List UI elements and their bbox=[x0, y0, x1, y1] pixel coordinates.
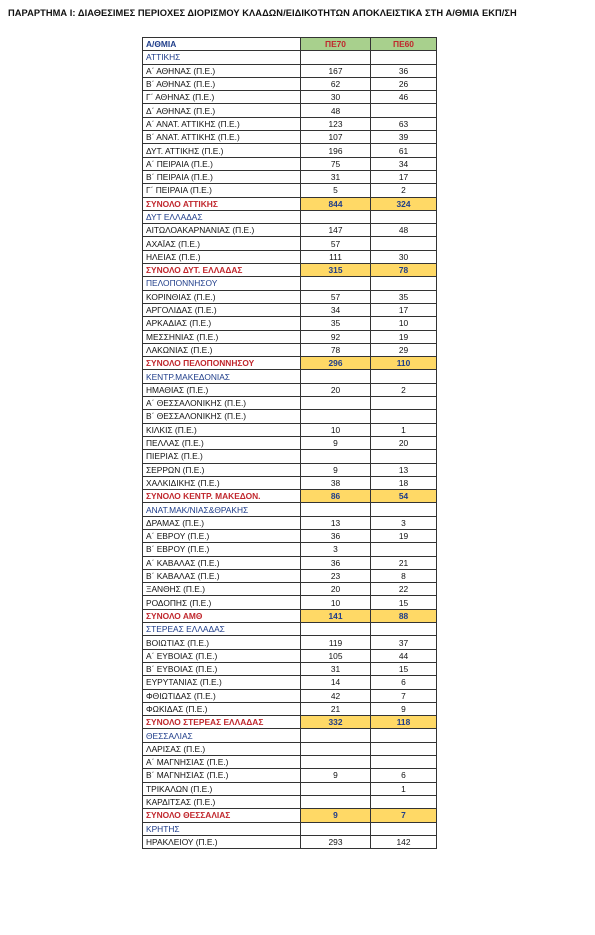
pe60-value: 3 bbox=[371, 516, 437, 529]
pe60-value: 46 bbox=[371, 91, 437, 104]
region-heading-row bbox=[143, 370, 437, 383]
pe70-value: 34 bbox=[301, 303, 371, 316]
table-row bbox=[143, 689, 437, 702]
table-row bbox=[143, 569, 437, 582]
pe70-value bbox=[301, 822, 371, 835]
row-label: ΣΕΡΡΩΝ (Π.Ε.) bbox=[143, 463, 301, 476]
row-label: ΕΥΡΥΤΑΝΙΑΣ (Π.Ε.) bbox=[143, 676, 301, 689]
table-row bbox=[143, 383, 437, 396]
table-row bbox=[143, 91, 437, 104]
vacancies-table bbox=[142, 37, 437, 849]
row-label: ΣΤΕΡΕΑΣ ΕΛΛΑΔΑΣ bbox=[143, 623, 301, 636]
pe70-value: 13 bbox=[301, 516, 371, 529]
pe70-value: 75 bbox=[301, 157, 371, 170]
table-row bbox=[143, 224, 437, 237]
row-label: ΚΡΗΤΗΣ bbox=[143, 822, 301, 835]
pe70-value: 35 bbox=[301, 317, 371, 330]
pe60-value bbox=[371, 51, 437, 64]
pe70-value bbox=[301, 397, 371, 410]
row-label: ΦΩΚΙΔΑΣ (Π.Ε.) bbox=[143, 702, 301, 715]
pe60-value: 118 bbox=[371, 716, 437, 729]
pe60-value: 6 bbox=[371, 676, 437, 689]
pe70-value: 119 bbox=[301, 636, 371, 649]
table-row bbox=[143, 742, 437, 755]
pe60-value: 30 bbox=[371, 250, 437, 263]
row-label: ΣΥΝΟΛΟ ΑΜΘ bbox=[143, 609, 301, 622]
pe70-value bbox=[301, 756, 371, 769]
pe70-value: 9 bbox=[301, 769, 371, 782]
row-label: ΠΕΛΟΠΟΝΝΗΣΟΥ bbox=[143, 277, 301, 290]
table-row bbox=[143, 436, 437, 449]
row-label: ΗΡΑΚΛΕΙΟΥ (Π.Ε.) bbox=[143, 835, 301, 848]
pe60-value: 36 bbox=[371, 64, 437, 77]
row-label: Α΄ ΑΝΑΤ. ΑΤΤΙΚΗΣ (Π.Ε.) bbox=[143, 117, 301, 130]
row-label: ΜΕΣΣΗΝΙΑΣ (Π.Ε.) bbox=[143, 330, 301, 343]
pe70-value: 62 bbox=[301, 77, 371, 90]
row-label: ΤΡΙΚΑΛΩΝ (Π.Ε.) bbox=[143, 782, 301, 795]
row-label: ΒΟΙΩΤΙΑΣ (Π.Ε.) bbox=[143, 636, 301, 649]
row-label: Β΄ ΑΝΑΤ. ΑΤΤΙΚΗΣ (Π.Ε.) bbox=[143, 131, 301, 144]
pe70-value: 293 bbox=[301, 835, 371, 848]
pe60-value: 17 bbox=[371, 170, 437, 183]
row-label: Α΄ ΚΑΒΑΛΑΣ (Π.Ε.) bbox=[143, 556, 301, 569]
table-row bbox=[143, 250, 437, 263]
total-row bbox=[143, 357, 437, 370]
pe60-value: 61 bbox=[371, 144, 437, 157]
table-row bbox=[143, 676, 437, 689]
pe70-value: 844 bbox=[301, 197, 371, 210]
row-label: ΧΑΛΚΙΔΙΚΗΣ (Π.Ε.) bbox=[143, 476, 301, 489]
row-label: Α΄ ΕΒΡΟΥ (Π.Ε.) bbox=[143, 529, 301, 542]
pe60-value bbox=[371, 742, 437, 755]
pe70-value: 21 bbox=[301, 702, 371, 715]
pe70-value: 10 bbox=[301, 596, 371, 609]
pe60-value bbox=[371, 795, 437, 808]
pe70-value bbox=[301, 623, 371, 636]
pe70-value: 5 bbox=[301, 184, 371, 197]
pe60-value bbox=[371, 397, 437, 410]
row-label: ΑΝΑΤ.ΜΑΚ/ΝΙΑΣ&ΘΡΑΚΗΣ bbox=[143, 503, 301, 516]
row-label: ΠΙΕΡΙΑΣ (Π.Ε.) bbox=[143, 450, 301, 463]
region-heading-row bbox=[143, 210, 437, 223]
table-row bbox=[143, 343, 437, 356]
pe70-value bbox=[301, 51, 371, 64]
pe70-value: 332 bbox=[301, 716, 371, 729]
region-heading-row bbox=[143, 277, 437, 290]
row-label: ΑΡΓΟΛΙΔΑΣ (Π.Ε.) bbox=[143, 303, 301, 316]
pe70-value: 36 bbox=[301, 529, 371, 542]
row-label: ΣΥΝΟΛΟ ΑΤΤΙΚΗΣ bbox=[143, 197, 301, 210]
pe60-value: 2 bbox=[371, 383, 437, 396]
header-cell-level: Α/ΘΜΙΑ bbox=[143, 38, 301, 51]
pe60-value: 6 bbox=[371, 769, 437, 782]
header-cell-pe60: ΠΕ60 bbox=[371, 38, 437, 51]
total-row bbox=[143, 264, 437, 277]
row-label: Β΄ ΕΥΒΟΙΑΣ (Π.Ε.) bbox=[143, 662, 301, 675]
total-row bbox=[143, 609, 437, 622]
pe60-value bbox=[371, 370, 437, 383]
region-heading-row bbox=[143, 623, 437, 636]
table-row bbox=[143, 237, 437, 250]
row-label: Β΄ ΑΘΗΝΑΣ (Π.Ε.) bbox=[143, 77, 301, 90]
table-row bbox=[143, 556, 437, 569]
pe70-value: 20 bbox=[301, 583, 371, 596]
table-row bbox=[143, 77, 437, 90]
pe70-value: 31 bbox=[301, 662, 371, 675]
pe70-value bbox=[301, 742, 371, 755]
pe70-value: 78 bbox=[301, 343, 371, 356]
table-row bbox=[143, 583, 437, 596]
pe60-value: 26 bbox=[371, 77, 437, 90]
region-heading-row bbox=[143, 729, 437, 742]
row-label: ΔΥΤ ΕΛΛΑΔΑΣ bbox=[143, 210, 301, 223]
table-row bbox=[143, 835, 437, 848]
region-heading-row bbox=[143, 51, 437, 64]
region-heading-row bbox=[143, 503, 437, 516]
pe70-value: 3 bbox=[301, 543, 371, 556]
total-row bbox=[143, 809, 437, 822]
row-label: ΣΥΝΟΛΟ ΣΤΕΡΕΑΣ ΕΛΛΑΔΑΣ bbox=[143, 716, 301, 729]
pe60-value bbox=[371, 756, 437, 769]
row-label: Α΄ ΘΕΣΣΑΛΟΝΙΚΗΣ (Π.Ε.) bbox=[143, 397, 301, 410]
pe60-value: 7 bbox=[371, 809, 437, 822]
row-label: ΚΙΛΚΙΣ (Π.Ε.) bbox=[143, 423, 301, 436]
pe70-value bbox=[301, 210, 371, 223]
pe70-value: 10 bbox=[301, 423, 371, 436]
pe60-value: 1 bbox=[371, 782, 437, 795]
pe60-value: 17 bbox=[371, 303, 437, 316]
pe70-value: 105 bbox=[301, 649, 371, 662]
table-row bbox=[143, 410, 437, 423]
pe70-value: 31 bbox=[301, 170, 371, 183]
pe60-value: 13 bbox=[371, 463, 437, 476]
row-label: ΚΕΝΤΡ.ΜΑΚΕΔΟΝΙΑΣ bbox=[143, 370, 301, 383]
table-row bbox=[143, 104, 437, 117]
pe70-value: 48 bbox=[301, 104, 371, 117]
pe70-value bbox=[301, 410, 371, 423]
row-label: Β΄ ΘΕΣΣΑΛΟΝΙΚΗΣ (Π.Ε.) bbox=[143, 410, 301, 423]
page-title: ΠΑΡΑΡΤΗΜΑ Ι: ΔΙΑΘΕΣΙΜΕΣ ΠΕΡΙΟΧΕΣ ΔΙΟΡΙΣΜΟΥ ΚΛΑΔΩΝ/ΕΙΔΙΚΟΤΗΤΩΝ ΑΠΟΚΛΕΙΣΤΙΚΑ ΣΤΗ Α/ΘΜΙΑ ΕΚΠ/ΣΗ bbox=[8, 8, 517, 18]
row-label: ΔΥΤ. ΑΤΤΙΚΗΣ (Π.Ε.) bbox=[143, 144, 301, 157]
row-label: ΣΥΝΟΛΟ ΠΕΛΟΠΟΝΝΗΣΟΥ bbox=[143, 357, 301, 370]
pe60-value bbox=[371, 623, 437, 636]
pe60-value: 19 bbox=[371, 529, 437, 542]
region-heading-row bbox=[143, 822, 437, 835]
row-label: Β΄ ΠΕΙΡΑΙΑ (Π.Ε.) bbox=[143, 170, 301, 183]
pe70-value: 147 bbox=[301, 224, 371, 237]
row-label: Β΄ ΜΑΓΝΗΣΙΑΣ (Π.Ε.) bbox=[143, 769, 301, 782]
table-row bbox=[143, 423, 437, 436]
row-label: ΚΟΡΙΝΘΙΑΣ (Π.Ε.) bbox=[143, 290, 301, 303]
pe60-value: 35 bbox=[371, 290, 437, 303]
table-row bbox=[143, 144, 437, 157]
pe70-value: 38 bbox=[301, 476, 371, 489]
pe70-value: 20 bbox=[301, 383, 371, 396]
pe70-value: 86 bbox=[301, 490, 371, 503]
table-row bbox=[143, 529, 437, 542]
pe60-value: 18 bbox=[371, 476, 437, 489]
pe70-value: 196 bbox=[301, 144, 371, 157]
row-label: ΣΥΝΟΛΟ ΚΕΝΤΡ. ΜΑΚΕΔΟΝ. bbox=[143, 490, 301, 503]
pe60-value: 110 bbox=[371, 357, 437, 370]
pe70-value bbox=[301, 782, 371, 795]
pe70-value bbox=[301, 729, 371, 742]
pe60-value: 15 bbox=[371, 662, 437, 675]
table-row bbox=[143, 157, 437, 170]
pe60-value: 22 bbox=[371, 583, 437, 596]
pe60-value bbox=[371, 543, 437, 556]
row-label: ΛΑΡΙΣΑΣ (Π.Ε.) bbox=[143, 742, 301, 755]
table-row bbox=[143, 516, 437, 529]
row-label: ΣΥΝΟΛΟ ΔΥΤ. ΕΛΛΑΔΑΣ bbox=[143, 264, 301, 277]
total-row bbox=[143, 716, 437, 729]
pe70-value bbox=[301, 503, 371, 516]
pe70-value bbox=[301, 370, 371, 383]
pe70-value: 111 bbox=[301, 250, 371, 263]
row-label: Δ΄ ΑΘΗΝΑΣ (Π.Ε.) bbox=[143, 104, 301, 117]
pe70-value bbox=[301, 795, 371, 808]
row-label: ΛΑΚΩΝΙΑΣ (Π.Ε.) bbox=[143, 343, 301, 356]
table-row bbox=[143, 702, 437, 715]
pe70-value: 42 bbox=[301, 689, 371, 702]
row-label: ΑΡΚΑΔΙΑΣ (Π.Ε.) bbox=[143, 317, 301, 330]
pe60-value: 8 bbox=[371, 569, 437, 582]
pe70-value: 107 bbox=[301, 131, 371, 144]
pe60-value: 7 bbox=[371, 689, 437, 702]
table-row bbox=[143, 543, 437, 556]
table-row bbox=[143, 184, 437, 197]
table-header-row bbox=[143, 38, 437, 51]
pe60-value: 63 bbox=[371, 117, 437, 130]
row-label: ΦΘΙΩΤΙΔΑΣ (Π.Ε.) bbox=[143, 689, 301, 702]
pe60-value: 20 bbox=[371, 436, 437, 449]
row-label: ΗΜΑΘΙΑΣ (Π.Ε.) bbox=[143, 383, 301, 396]
table-row bbox=[143, 397, 437, 410]
row-label: ΚΑΡΔΙΤΣΑΣ (Π.Ε.) bbox=[143, 795, 301, 808]
pe70-value bbox=[301, 277, 371, 290]
pe60-value: 142 bbox=[371, 835, 437, 848]
pe60-value: 78 bbox=[371, 264, 437, 277]
row-label: ΑΧΑΪΑΣ (Π.Ε.) bbox=[143, 237, 301, 250]
pe60-value: 37 bbox=[371, 636, 437, 649]
table-row bbox=[143, 131, 437, 144]
pe70-value: 296 bbox=[301, 357, 371, 370]
pe60-value: 2 bbox=[371, 184, 437, 197]
table-row bbox=[143, 64, 437, 77]
row-label: ΔΡΑΜΑΣ (Π.Ε.) bbox=[143, 516, 301, 529]
pe60-value bbox=[371, 822, 437, 835]
row-label: Α΄ ΠΕΙΡΑΙΑ (Π.Ε.) bbox=[143, 157, 301, 170]
row-label: Α΄ ΑΘΗΝΑΣ (Π.Ε.) bbox=[143, 64, 301, 77]
pe70-value: 23 bbox=[301, 569, 371, 582]
pe60-value: 88 bbox=[371, 609, 437, 622]
row-label: ΠΕΛΛΑΣ (Π.Ε.) bbox=[143, 436, 301, 449]
pe70-value: 167 bbox=[301, 64, 371, 77]
table-row bbox=[143, 596, 437, 609]
row-label: ΑΤΤΙΚΗΣ bbox=[143, 51, 301, 64]
pe70-value: 9 bbox=[301, 463, 371, 476]
table-row bbox=[143, 662, 437, 675]
table-row bbox=[143, 463, 437, 476]
pe70-value: 123 bbox=[301, 117, 371, 130]
pe60-value: 19 bbox=[371, 330, 437, 343]
pe60-value bbox=[371, 410, 437, 423]
pe70-value: 9 bbox=[301, 436, 371, 449]
header-cell-pe70: ΠΕ70 bbox=[301, 38, 371, 51]
pe70-value: 92 bbox=[301, 330, 371, 343]
pe60-value bbox=[371, 104, 437, 117]
total-row bbox=[143, 197, 437, 210]
pe70-value: 57 bbox=[301, 290, 371, 303]
row-label: Α΄ ΜΑΓΝΗΣΙΑΣ (Π.Ε.) bbox=[143, 756, 301, 769]
row-label: ΡΟΔΟΠΗΣ (Π.Ε.) bbox=[143, 596, 301, 609]
table-row bbox=[143, 117, 437, 130]
pe70-value: 315 bbox=[301, 264, 371, 277]
table-row bbox=[143, 636, 437, 649]
row-label: Β΄ ΚΑΒΑΛΑΣ (Π.Ε.) bbox=[143, 569, 301, 582]
pe60-value bbox=[371, 503, 437, 516]
row-label: Α΄ ΕΥΒΟΙΑΣ (Π.Ε.) bbox=[143, 649, 301, 662]
pe60-value: 29 bbox=[371, 343, 437, 356]
pe70-value: 9 bbox=[301, 809, 371, 822]
pe60-value bbox=[371, 277, 437, 290]
row-label: ΗΛΕΙΑΣ (Π.Ε.) bbox=[143, 250, 301, 263]
table-row bbox=[143, 170, 437, 183]
pe60-value: 324 bbox=[371, 197, 437, 210]
table-row bbox=[143, 476, 437, 489]
pe60-value: 54 bbox=[371, 490, 437, 503]
pe60-value: 1 bbox=[371, 423, 437, 436]
pe70-value: 36 bbox=[301, 556, 371, 569]
pe70-value: 30 bbox=[301, 91, 371, 104]
pe70-value bbox=[301, 450, 371, 463]
pe60-value bbox=[371, 237, 437, 250]
total-row bbox=[143, 490, 437, 503]
pe60-value: 44 bbox=[371, 649, 437, 662]
table-row bbox=[143, 330, 437, 343]
pe60-value: 21 bbox=[371, 556, 437, 569]
pe60-value: 9 bbox=[371, 702, 437, 715]
pe60-value: 15 bbox=[371, 596, 437, 609]
table-row bbox=[143, 782, 437, 795]
row-label: ΣΥΝΟΛΟ ΘΕΣΣΑΛΙΑΣ bbox=[143, 809, 301, 822]
pe60-value: 10 bbox=[371, 317, 437, 330]
table-row bbox=[143, 756, 437, 769]
table-row bbox=[143, 450, 437, 463]
row-label: Γ΄ ΑΘΗΝΑΣ (Π.Ε.) bbox=[143, 91, 301, 104]
pe60-value bbox=[371, 210, 437, 223]
row-label: ΑΙΤΩΛΟΑΚΑΡΝΑΝΙΑΣ (Π.Ε.) bbox=[143, 224, 301, 237]
table-row bbox=[143, 317, 437, 330]
row-label: Γ΄ ΠΕΙΡΑΙΑ (Π.Ε.) bbox=[143, 184, 301, 197]
table-row bbox=[143, 649, 437, 662]
pe60-value bbox=[371, 729, 437, 742]
pe70-value: 14 bbox=[301, 676, 371, 689]
pe60-value: 39 bbox=[371, 131, 437, 144]
row-label: ΘΕΣΣΑΛΙΑΣ bbox=[143, 729, 301, 742]
row-label: ΞΑΝΘΗΣ (Π.Ε.) bbox=[143, 583, 301, 596]
table-row bbox=[143, 769, 437, 782]
table-row bbox=[143, 795, 437, 808]
table-row bbox=[143, 303, 437, 316]
pe60-value: 34 bbox=[371, 157, 437, 170]
pe70-value: 141 bbox=[301, 609, 371, 622]
pe70-value: 57 bbox=[301, 237, 371, 250]
pe60-value bbox=[371, 450, 437, 463]
table-row bbox=[143, 290, 437, 303]
row-label: Β΄ ΕΒΡΟΥ (Π.Ε.) bbox=[143, 543, 301, 556]
pe60-value: 48 bbox=[371, 224, 437, 237]
